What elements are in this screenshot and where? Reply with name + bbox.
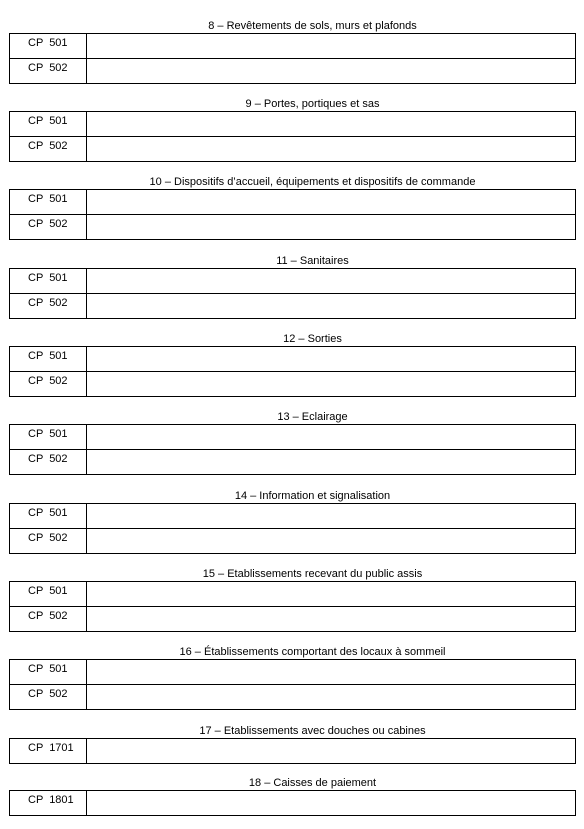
table-row <box>10 190 576 215</box>
code-table <box>9 738 576 764</box>
code-cell <box>10 347 87 372</box>
code-label: CP 501 <box>28 507 68 519</box>
comment-cell[interactable] <box>87 269 576 294</box>
table-row <box>10 137 576 162</box>
code-cell <box>10 739 87 764</box>
comment-cell[interactable] <box>87 791 576 816</box>
comment-cell[interactable] <box>87 739 576 764</box>
section-title: 12 – Sorties <box>283 333 342 345</box>
table-row <box>10 529 576 554</box>
code-label: CP 501 <box>28 115 68 127</box>
section-17 <box>9 724 576 764</box>
comment-cell[interactable] <box>87 685 576 710</box>
code-table <box>9 581 576 632</box>
comment-cell[interactable] <box>87 137 576 162</box>
comment-cell[interactable] <box>87 215 576 240</box>
code-label: CP 501 <box>28 428 68 440</box>
code-label: CP 501 <box>28 663 68 675</box>
code-table <box>9 659 576 710</box>
section-10 <box>9 175 576 240</box>
table-row <box>10 607 576 632</box>
table-row <box>10 504 576 529</box>
section-title: 13 – Eclairage <box>277 411 348 423</box>
table-row <box>10 660 576 685</box>
section-12 <box>9 332 576 397</box>
code-label: CP 501 <box>28 350 68 362</box>
code-cell <box>10 372 87 397</box>
section-title: 16 – Établissements comportant des locaux à sommeil <box>179 646 446 658</box>
code-label: CP 502 <box>28 297 68 309</box>
comment-cell[interactable] <box>87 294 576 319</box>
code-label: CP 1801 <box>28 794 74 806</box>
table-row <box>10 791 576 816</box>
comment-cell[interactable] <box>87 450 576 475</box>
comment-cell[interactable] <box>87 347 576 372</box>
code-table <box>9 424 576 475</box>
code-cell <box>10 137 87 162</box>
code-label: CP 502 <box>28 610 68 622</box>
code-label: CP 502 <box>28 453 68 465</box>
section-14 <box>9 489 576 554</box>
section-11 <box>9 254 576 319</box>
comment-cell[interactable] <box>87 34 576 59</box>
table-row <box>10 450 576 475</box>
table-row <box>10 215 576 240</box>
section-title: 14 – Information et signalisation <box>234 490 391 502</box>
code-label: CP 502 <box>28 532 68 544</box>
code-cell <box>10 450 87 475</box>
section-8 <box>9 19 576 84</box>
comment-cell[interactable] <box>87 425 576 450</box>
code-cell <box>10 529 87 554</box>
table-row <box>10 372 576 397</box>
code-label: CP 502 <box>28 688 68 700</box>
comment-cell[interactable] <box>87 660 576 685</box>
code-cell <box>10 269 87 294</box>
section-13 <box>9 410 576 475</box>
code-label: CP 502 <box>28 375 68 387</box>
section-16 <box>9 645 576 710</box>
code-table <box>9 189 576 240</box>
table-row <box>10 347 576 372</box>
comment-cell[interactable] <box>87 582 576 607</box>
table-row <box>10 685 576 710</box>
comment-cell[interactable] <box>87 607 576 632</box>
code-table <box>9 503 576 554</box>
section-18 <box>9 776 576 816</box>
code-cell <box>10 59 87 84</box>
comment-cell[interactable] <box>87 59 576 84</box>
comment-cell[interactable] <box>87 504 576 529</box>
section-title: 8 – Revêtements de sols, murs et plafonds <box>208 20 417 32</box>
section-title: 11 – Sanitaires <box>276 255 349 267</box>
code-label: CP 1701 <box>28 742 74 754</box>
code-cell <box>10 294 87 319</box>
code-label: CP 501 <box>28 193 68 205</box>
code-cell <box>10 504 87 529</box>
section-title: 10 – Dispositifs d’accueil, équipements et dispositifs de commande <box>149 176 476 188</box>
code-cell <box>10 685 87 710</box>
table-row <box>10 34 576 59</box>
code-cell <box>10 215 87 240</box>
code-cell <box>10 582 87 607</box>
comment-cell[interactable] <box>87 112 576 137</box>
table-row <box>10 294 576 319</box>
section-title: 9 – Portes, portiques et sas <box>245 98 380 110</box>
code-table <box>9 111 576 162</box>
code-table <box>9 268 576 319</box>
comment-cell[interactable] <box>87 529 576 554</box>
code-label: CP 502 <box>28 140 68 152</box>
code-cell <box>10 190 87 215</box>
code-table <box>9 790 576 816</box>
section-15 <box>9 567 576 632</box>
code-table <box>9 33 576 84</box>
section-title: 17 – Etablissements avec douches ou cabines <box>199 725 426 737</box>
code-cell <box>10 34 87 59</box>
code-cell <box>10 112 87 137</box>
table-row <box>10 425 576 450</box>
code-cell <box>10 425 87 450</box>
table-row <box>10 582 576 607</box>
code-label: CP 501 <box>28 37 68 49</box>
code-cell <box>10 607 87 632</box>
code-label: CP 501 <box>28 585 68 597</box>
code-cell <box>10 791 87 816</box>
code-label: CP 502 <box>28 218 68 230</box>
code-label: CP 501 <box>28 272 68 284</box>
comment-cell[interactable] <box>87 190 576 215</box>
comment-cell[interactable] <box>87 372 576 397</box>
table-row <box>10 739 576 764</box>
code-cell <box>10 660 87 685</box>
code-label: CP 502 <box>28 62 68 74</box>
table-row <box>10 59 576 84</box>
code-table <box>9 346 576 397</box>
table-row <box>10 269 576 294</box>
table-row <box>10 112 576 137</box>
section-title: 18 – Caisses de paiement <box>248 777 377 789</box>
section-title: 15 – Etablissements recevant du public assis <box>202 568 423 580</box>
section-9 <box>9 97 576 162</box>
